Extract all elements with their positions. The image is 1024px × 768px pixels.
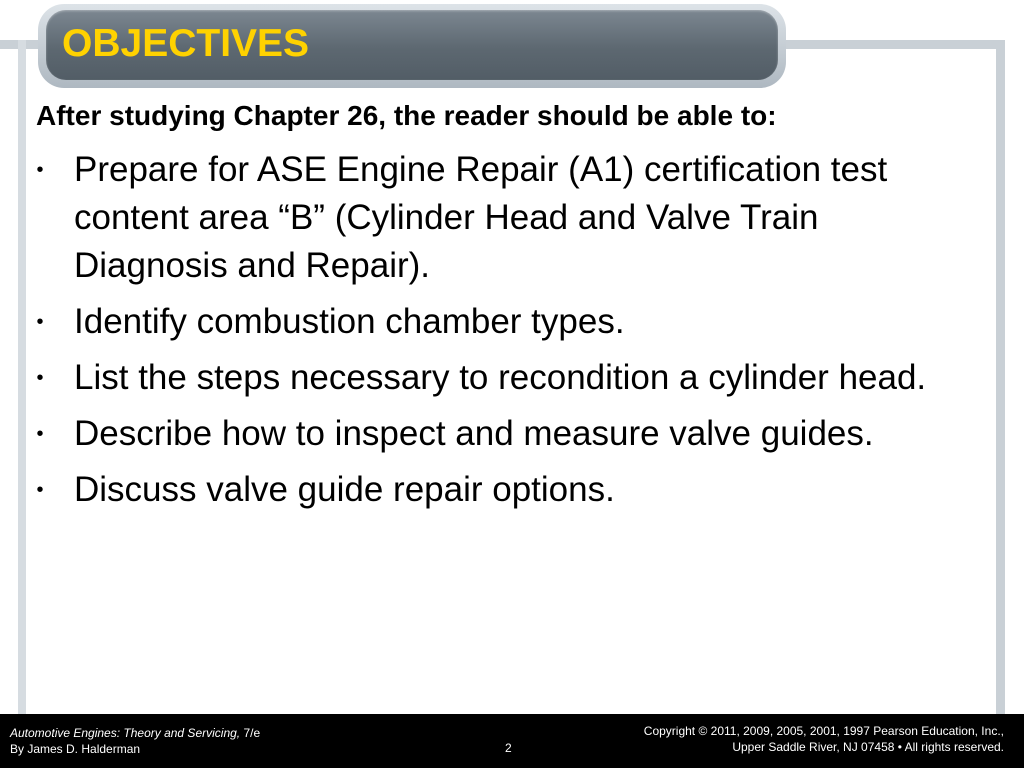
footer-book-info bbox=[10, 725, 260, 757]
objective-item bbox=[32, 146, 972, 290]
objective-text: Prepare for ASE Engine Repair (A1) certification test content area “B” (Cylinder Head and Valve Train Diagnosis and Repair). bbox=[74, 150, 888, 285]
objective-item bbox=[32, 354, 972, 402]
bullet-icon: • bbox=[36, 423, 44, 445]
footer-bar bbox=[0, 714, 1024, 768]
frame-left-border bbox=[18, 40, 26, 720]
copyright-line-1: Copyright © 2011, 2009, 2005, 2001, 1997 Pearson Education, Inc., bbox=[643, 724, 1004, 738]
footer-book-title: Automotive Engines: Theory and Servicing, bbox=[10, 726, 241, 740]
copyright-line-2: Upper Saddle River, NJ 07458 • All rights reserved. bbox=[732, 740, 1004, 754]
intro-text: After studying Chapter 26, the reader should be able to: bbox=[36, 100, 777, 131]
footer-author: By James D. Halderman bbox=[10, 742, 141, 756]
objective-item bbox=[32, 298, 972, 346]
frame-right-border bbox=[996, 40, 1005, 720]
objective-item bbox=[32, 410, 972, 458]
bullet-icon: • bbox=[36, 311, 44, 333]
objective-text: Describe how to inspect and measure valve guides. bbox=[74, 414, 874, 453]
page-number: 2 bbox=[505, 741, 512, 755]
objective-text: List the steps necessary to recondition a cylinder head. bbox=[74, 358, 927, 397]
footer-edition: 7/e bbox=[240, 726, 261, 740]
bullet-icon: • bbox=[36, 159, 44, 181]
slide-title: OBJECTIVES bbox=[62, 22, 310, 65]
bullet-icon: • bbox=[36, 479, 44, 501]
objective-text: Identify combustion chamber types. bbox=[74, 302, 625, 341]
footer-copyright bbox=[644, 723, 1004, 755]
objective-text: Discuss valve guide repair options. bbox=[74, 470, 615, 509]
objective-item bbox=[32, 466, 972, 514]
bullet-icon: • bbox=[36, 367, 44, 389]
footer-book-line bbox=[10, 725, 260, 741]
objectives-list bbox=[32, 146, 972, 522]
